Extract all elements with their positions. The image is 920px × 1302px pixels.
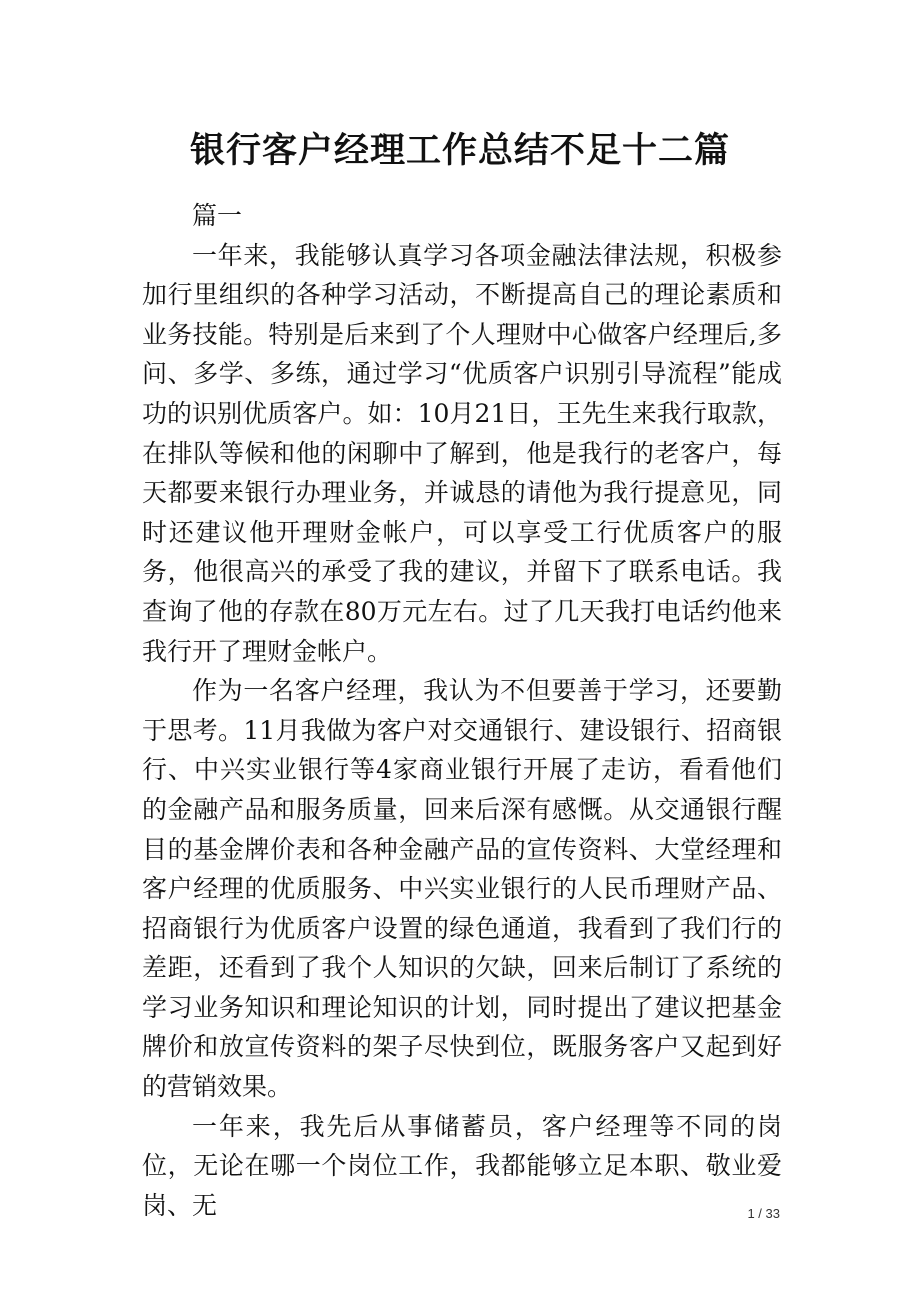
document-title: 银行客户经理工作总结不足十二篇: [189, 130, 730, 171]
document-body: [142, 196, 782, 1225]
paragraph: 一年来，我能够认真学习各项金融法律法规，积极参加行里组织的各种学习活动，不断提高自己的理论素质和业务技能。特别是后来到了个人理财中心做客户经理后,多问、多学、多练，通过学习“优质客户识别引导流程”能成功的识别优质客户。如：10月21日，王先生来我行取款，在排队等候和他的闲聊中了解到，他是我行的老客户，每天都要来银行办理业务，并诚恳的请他为我行提意见，同时还建议他开理财金帐户，可以享受工行优质客户的服务，他很高兴的承受了我的建议，并留下了联系电话。我查询了他的存款在80万元左右。过了几天我打电话约他来我行开了理财金帐户。: [142, 240, 782, 666]
section-heading: 篇一: [192, 201, 243, 230]
page-number: 1 / 33: [747, 1206, 780, 1221]
paragraph: 作为一名客户经理，我认为不但要善于学习，还要勤于思考。11月我做为客户对交通银行、建设银行、招商银行、中兴实业银行等4家商业银行开展了走访，看看他们的金融产品和服务质量，回来后深有感慨。从交通银行醒目的基金牌价表和各种金融产品的宣传资料、大堂经理和客户经理的优质服务、中兴实业银行的人民币理财产品、招商银行为优质客户设置的绿色通道，我看到了我们行的差距，还看到了我个人知识的欠缺，回来后制订了系统的学习业务知识和理论知识的计划，同时提出了建议把基金牌价和放宣传资料的架子尽快到位，既服务客户又起到好的营销效果。: [142, 676, 782, 1102]
paragraph: 一年来，我先后从事储蓄员，客户经理等不同的岗位，无论在哪一个岗位工作，我都能够立足本职、敬业爱岗、无: [142, 1111, 782, 1220]
